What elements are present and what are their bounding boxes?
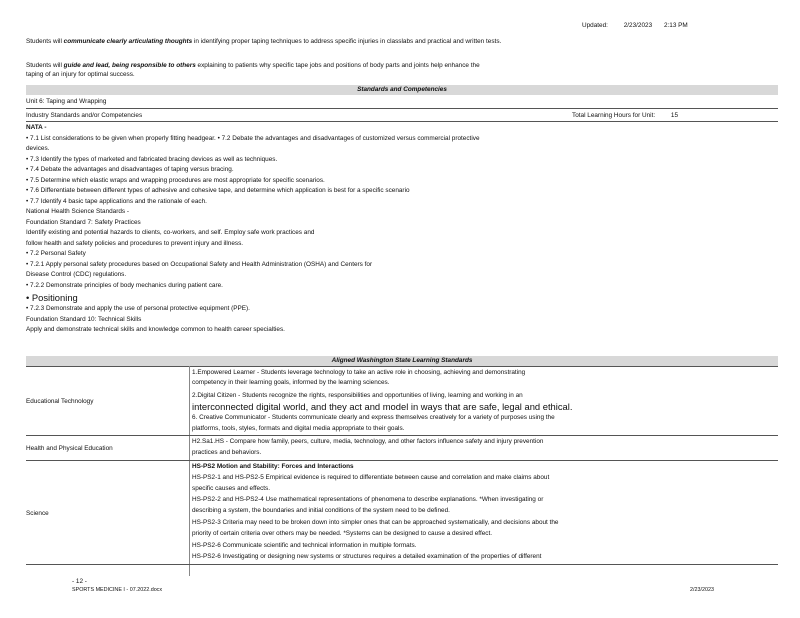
science-line: HS-PS2 Motion and Stability: Forces and Interactions	[192, 463, 354, 470]
competency-line: Foundation Standard 7: Safety Practices	[26, 218, 141, 226]
science-line: HS-PS2-6 Communicate scientific and technical information in multiple formats.	[192, 542, 417, 549]
updated-date: 2/23/2023	[623, 22, 653, 29]
positioning-line: • Positioning	[26, 292, 78, 303]
health-line: practices and behaviors.	[192, 449, 262, 456]
industry-header	[26, 112, 776, 120]
competency-line: • 7.6 Differentiate between different types of adhesive and cohesive tape, and determine which application is best for a specific scenario	[26, 187, 410, 194]
intro-emphasis: communicate clearly articulating thoughts	[63, 38, 193, 45]
health-label: Health and Physical Education	[26, 445, 113, 452]
intro-text: explaining to patients why specific tape jobs and positions of body parts and joints help enhance the	[197, 62, 480, 69]
standards-bar	[26, 85, 778, 95]
science-label: Science	[26, 510, 49, 517]
competency-line: • 7.4 Debate the advantages and disadvantages of taping versus bracing.	[26, 166, 234, 173]
science-line: HS-PS2-2 and HS-PS2-4 Use mathematical representations of phenomena to describe explanations. *When investigating or	[192, 496, 544, 503]
intro-text: Students will	[26, 38, 62, 45]
competency-line: Foundation Standard 10: Technical Skills	[26, 315, 142, 323]
competency-line: • 7.3 Identify the types of marketed and fabricated bracing devices as well as techniques.	[26, 155, 278, 163]
hours-value: 15	[670, 112, 679, 119]
science-line: HS-PS2-3 Criteria may need to be broken down into simpler ones that can be approached systematically, and decisions about the	[192, 519, 559, 526]
aligned-standards-title: Aligned Washington State Learning Standards	[331, 357, 473, 364]
divider	[26, 121, 778, 122]
competency-line: • 7.5 Determine which elastic wraps and wrapping procedures are most appropriate for specific scenarios.	[26, 176, 325, 184]
competency-line: Apply and demonstrate technical skills and knowledge common to health career specialties.	[26, 326, 285, 333]
science-line: HS-PS2-6 Investigating or designing new systems or structures requires a detailed examination of the properties of different	[192, 553, 542, 560]
divider	[26, 435, 778, 436]
standards-title: Standards and Competencies	[357, 86, 447, 93]
footer-date: 2/23/2023	[690, 587, 714, 593]
aligned-standards-bar	[26, 356, 778, 366]
divider	[26, 564, 778, 565]
ed-tech-label: Educational Technology	[26, 398, 94, 405]
competency-line: • 7.2 Personal Safety	[26, 250, 86, 257]
competency-line: Disease Control (CDC) regulations.	[26, 271, 127, 278]
competency-line: • 7.7 Identify 4 basic tape applications and the rationale of each.	[26, 197, 207, 205]
competency-line: follow health and safety policies and procedures to prevent injury and illness.	[26, 239, 244, 247]
industry-header-left: Industry Standards and/or Competencies	[26, 112, 143, 119]
updated-stamp	[582, 22, 688, 30]
divider	[26, 460, 778, 461]
health-line: H2.Sa1.HS - Compare how family, peers, culture, media, technology, and other factors influence safety and injury prevention	[192, 438, 544, 445]
intro-line-3: taping of an injury for optimal success.	[26, 71, 135, 78]
ed-tech-line: 1.Empowered Learner - Students leverage technology to take an active role in choosing, achieving and demonstrating	[192, 369, 526, 376]
science-line: HS-PS2-1 and HS-PS2-5 Empirical evidence is required to differentiate between cause and correlation and make claims about	[192, 474, 550, 481]
intro-line-1	[26, 38, 776, 46]
intro-emphasis: guide and lead, being responsible to others	[63, 62, 196, 69]
intro-text: in identifying proper taping techniques to address specific injuries in classlabs and practical and written tests.	[194, 38, 502, 45]
updated-label: Updated:	[582, 22, 608, 29]
competency-line: NATA -	[26, 124, 47, 131]
divider	[26, 366, 778, 367]
updated-time: 2:13 PM	[663, 22, 688, 29]
science-line: specific causes and effects.	[192, 485, 271, 492]
divider	[26, 108, 778, 109]
science-line: describing a system, the boundaries and initial conditions of the system need to be defined.	[192, 507, 450, 514]
intro-text: Students will	[26, 62, 62, 69]
science-line: priority of certain criteria over others may be needed. *Systems can be designed to cause a desired effect.	[192, 530, 493, 537]
competency-line: • 7.2.3 Demonstrate and apply the use of personal protective equipment (PPE).	[26, 305, 250, 312]
unit-title: Unit 6: Taping and Wrapping	[26, 98, 107, 105]
page-number: - 12 -	[72, 578, 87, 585]
ed-tech-line: 2.Digital Citizen - Students recognize the rights, responsibilities and opportunities of living, learning and working in an	[192, 392, 523, 399]
ed-tech-line: 6. Creative Communicator - Students communicate clearly and express themselves creatively for a variety of purposes using the	[192, 414, 555, 421]
intro-line-2	[26, 62, 776, 70]
column-separator	[189, 366, 190, 576]
competency-line: National Health Science Standards -	[26, 208, 130, 215]
competency-line: • 7.2.1 Apply personal safety procedures based on Occupational Safety and Health Administration (OSHA) and Centers for	[26, 260, 373, 268]
footer-doc-name: SPORTS MEDICINE I - 07.2022.docx	[72, 587, 163, 593]
industry-hours	[572, 112, 678, 120]
ed-tech-line: competency in their learning goals, informed by the learning sciences.	[192, 379, 390, 386]
ed-tech-line: interconnected digital world, and they act and model in ways that are safe, legal and ethical.	[192, 401, 573, 412]
ed-tech-line: platforms, tools, styles, formats and digital media appropriate to their goals.	[192, 425, 405, 432]
competency-line: Identify existing and potential hazards to clients, co-workers, and self. Employ safe work practices and	[26, 229, 315, 236]
hours-label: Total Learning Hours for Unit:	[572, 112, 656, 119]
competency-line: • 7.2.2 Demonstrate principles of body mechanics during patient care.	[26, 281, 223, 289]
competency-line: • 7.1 List considerations to be given when properly fitting headgear. • 7.2 Debate the advantages and disadvantages of customized versus commercial protective	[26, 134, 480, 142]
competency-line: devices.	[26, 145, 50, 152]
